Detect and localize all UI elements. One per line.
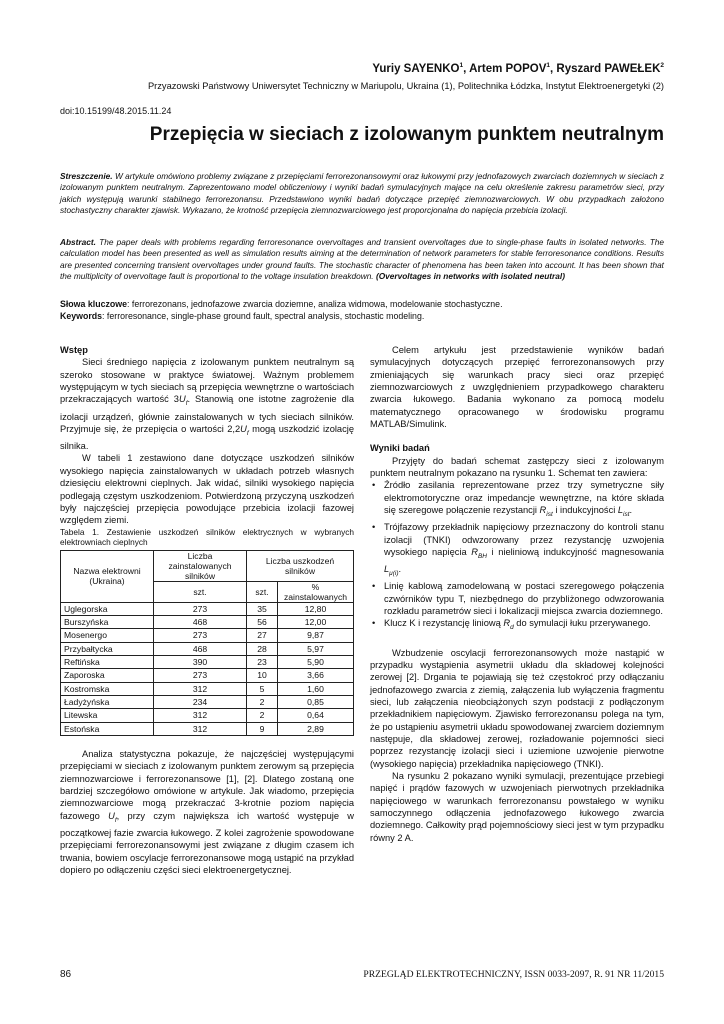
- symbol: R: [471, 547, 478, 558]
- author-list: Yuriy SAYENKO$^1$, Artem POPOV$^1$, Ryszard PAWEŁEK$^2$: [372, 62, 664, 75]
- keywords-english-label: Keywords: [60, 311, 103, 321]
- list-item: • Linię kablową zamodelowaną w postaci szeregowego połączenia czwórników typu T, niezbędnego do przybliżonego odwzorowania rozkładu parametrów sieci i lokalizacji miejsca zwarcia doziemnego.: [370, 580, 664, 617]
- abstract-polish-text: W artykule omówiono problemy związane z przepięciami ferrorezonansowymi oraz łukowymi przy jednofazowych zwarciach doziemnych w sieciach z izolowanym punktem neutralnym. Zaprezentowano model obliczeniowy i wyniki badań symulacyjnych mające na celu określenie zakresu parametrów sieci, przy jakich występują warunki stabilnego ferrorezonansu. Przedstawiono wyniki badań dotyczące przepięć ziemnozwarciowych. W obu przypadkach założono stochastyczny charakter zjawisk. Wykazano, że krotność przepięcia ziemnozwarciowego jest proporcjonalna do napięcia przebicia izolacji.: [60, 171, 664, 215]
- abstract-english-text: The paper deals with problems regarding ferroresonance overvoltages and transient overvoltages due to single-phase faults in isolated networks. The calculation model has been presented as well as simulation results aiming at the determination of network parameters for stable ferroresonance conditions. Results are presented concerning transient overvoltages under ground faults. The stochastic character of phenomena has been taken into account. It has been shown that the multiplicity of overvoltage fault is proportional to the voltage insulation breakdown.: [60, 237, 664, 281]
- paragraph: [60, 748, 354, 876]
- keywords-english: [60, 310, 664, 322]
- list-item-text: do symulacji łuku przerywanego.: [513, 618, 651, 629]
- table-cell: 312: [154, 709, 247, 722]
- abstract-english-title: (Overvoltages in networks with isolated neutral): [375, 270, 565, 281]
- doi: doi:10.15199/48.2015.11.24: [60, 106, 172, 116]
- author-name: Yuriy SAYENKO: [372, 62, 460, 75]
- paragraph: [60, 356, 354, 452]
- table-cell: 5,97: [278, 642, 354, 655]
- table-cell: 23: [247, 655, 278, 668]
- table-cell: 2,89: [278, 722, 354, 735]
- paragraph-text: , przy czym największa ich wartość występuje w początkowej fazie zwarcia łukowego. Z kolei zagrożenie spowodowane przepięciami ferrorezonansowymi jest związane z długim czasem ich trwania, bowiem oscylacje ferrorezonansowe mogą ustąpić na przykład dopiero po odłączeniu części sieci elektroenergetycznej.: [60, 810, 355, 875]
- table-row: [61, 602, 354, 615]
- affiliation: Przyazowski Państwowy Uniwersytet Techniczny w Mariupolu, Ukraina (1), Politechnika Łódzka, Instytut Elektroenergetyki (2): [147, 81, 664, 91]
- author-name: Ryszard PAWEŁEK: [556, 62, 661, 75]
- paragraph: Na rysunku 2 pokazano wyniki symulacji, prezentujące przebiegi napięć i prądów fazowych w uzwojeniach pierwotnych przekładnika napięciowego w warunkach ferrorezonansu powstałego w wyniku samoczynnego odłączenia jednofazowego łukowego zwarcia doziemnego. Całkowity prąd pojemnościowy sieci jest w tym przypadku równy 2 A.: [370, 771, 664, 843]
- table-row: [61, 615, 354, 628]
- paragraph: W tabeli 1 zestawiono dane dotyczące uszkodzeń silników wysokiego napięcia zainstalowanych w układach potrzeb własnych dziesięciu elektrowni cieplnych. Jak widać, silniki wysokiego napięcia podlegają częstym uszkodzeniom. Potwierdzoną przyczyną uszkodzeń były najczęściej przepięcia powodujące przebicia izolacji fazowej względem ziemi.: [60, 453, 354, 526]
- symbol: R: [539, 505, 547, 516]
- table-row: [61, 682, 354, 695]
- symbol-u: U: [108, 810, 115, 821]
- table-row: [61, 722, 354, 735]
- table-cell: 9: [247, 722, 278, 735]
- paragraph-text: Sieci średniego napięcia z izolowanym punktem neutralnym są szeroko stosowane w praktyce światowej. Ważnym problemem występującym w tych sieciach są przepięcia wewnętrzne o wartościach przekraczających wartość 3: [60, 357, 354, 405]
- table-row: [61, 669, 354, 682]
- author-affiliation-mark: 1: [546, 62, 551, 69]
- author-affiliation-mark: 1: [459, 62, 464, 69]
- table-cell: 390: [154, 655, 247, 668]
- symbol-sub: ist: [623, 510, 630, 518]
- table-cell: 56: [247, 615, 278, 628]
- table-caption: Tabela 1. Zestawienie uszkodzeń silników elektrycznych w wybranych elektrowniach cieplnych: [60, 526, 354, 548]
- author-affiliation-mark: 2: [660, 62, 664, 69]
- keywords-polish-label: Słowa kluczowe: [60, 299, 127, 309]
- journal-footer: PRZEGLĄD ELEKTROTECHNICZNY, ISSN 0033-2097, R. 91 NR 11/2015: [363, 969, 664, 980]
- table-row: [61, 709, 354, 722]
- paragraph-text: mogą uszkodzić izolację silnika.: [60, 423, 354, 452]
- table-cell: Estońska: [61, 722, 154, 735]
- table-cell: 1,60: [278, 682, 354, 695]
- table-cell: 273: [154, 669, 247, 682]
- table-cell: Przybałtycka: [61, 642, 154, 655]
- table-cell: 27: [247, 629, 278, 642]
- symbol-u: U: [178, 394, 186, 405]
- table-row: [61, 629, 354, 642]
- symbol-u: U: [240, 423, 247, 434]
- list-item: [370, 479, 664, 521]
- table-cell: 234: [154, 695, 247, 708]
- table-cell: 312: [154, 682, 247, 695]
- table-cell: Litewska: [61, 709, 154, 722]
- list-item-text: Klucz K i rezystancję liniową: [384, 618, 504, 629]
- table-cell: Ładyżyńska: [61, 695, 154, 708]
- table-cell: 10: [247, 669, 278, 682]
- table-cell: 3,66: [278, 669, 354, 682]
- table-cell: Mosenergo: [61, 629, 154, 642]
- table-row: [61, 642, 354, 655]
- data-table: [60, 550, 354, 736]
- symbol: R: [503, 618, 511, 629]
- table-cell: 12,80: [278, 602, 354, 615]
- paragraph-text: Analiza statystyczna pokazuje, że najczęściej występującymi przepięciami w sieciach z izolowanym punktem zerowym są przepięcia ziemnozwarciowe i ferrorezonansowe [1], [2]. Dlatego zostaną one bardziej szczegółowo omówione w artykule. Jak wiadomo, przepięcia ziemnozwarciowe mogą przekraczać 3-krotnie poziom napięcia fazowego: [60, 748, 354, 821]
- table-cell: 5: [247, 682, 278, 695]
- bullet-list: [370, 479, 664, 634]
- symbol: L: [617, 505, 624, 516]
- abstract-polish: [60, 171, 664, 216]
- table-header-failures: Liczba uszkodzeń silników: [247, 550, 354, 581]
- table-row: [61, 655, 354, 668]
- section-heading-intro: Wstęp: [60, 345, 88, 355]
- table-cell: Kostromska: [61, 682, 154, 695]
- table-cell: 0,85: [278, 695, 354, 708]
- right-column: [370, 344, 664, 844]
- paragraph: Wzbudzenie oscylacji ferrorezonansowych może nastąpić w przypadku wystąpienia asymetrii układu dla składowej kolejności zerowej [2]. Drgania te pojawiają się też częstokroć przy odłączaniu jednofazowego zwarcia z ziemią, załączenia lub wyłączenia fragmentu sieci, lub załączenia nieobciążonych szyn podstacji z podłączonym przekładnikiem napięciowym. Zjawisko ferrorezonansu polega na tym, że po ustąpieniu asymetrii układu spowodowanej zwarciem doziemnym następuje, dla składowej zerowej, rozładowanie pojemności sieci poprzez rezystancję izolacji sieci i uziemione uzwojenie pierwotne (wysokiego napięcia) przekładnika napięciowego (TNKI).: [370, 647, 664, 769]
- table-cell: 273: [154, 629, 247, 642]
- list-item-text: i indukcyjności: [552, 505, 618, 516]
- table-cell: 0,64: [278, 709, 354, 722]
- symbol-sub: ist: [546, 510, 553, 518]
- list-item-text: .: [629, 505, 633, 516]
- table-cell: 2: [247, 709, 278, 722]
- symbol-sub: BH: [477, 552, 487, 560]
- keywords-english-text: : ferroresonance, single-phase ground fault, spectral analysis, stochastic modeling.: [102, 311, 425, 321]
- symbol-sub: d: [510, 624, 514, 632]
- page-number: 86: [60, 969, 72, 980]
- paragraph-text: . Stanowią one istotne zagrożenie dla izolacji urządzeń, głównie zainstalowanych w tych sieciach silników. Przyjmuje się, że przepięcia o wartości 2,2: [60, 394, 354, 434]
- symbol-sub: f: [246, 429, 249, 437]
- table-row: [61, 695, 354, 708]
- symbol: L: [384, 564, 390, 575]
- table-cell: 28: [247, 642, 278, 655]
- list-item-text: Trójfazowy przekładnik napięciowy przeznaczony do kontroli stanu izolacji (TNKI) odwzorowany przez rezystancję uzwojenia wysokiego napięcia: [384, 522, 664, 558]
- table-header-plant: Nazwa elektrowni (Ukraina): [61, 550, 154, 602]
- author-name: Artem POPOV: [469, 62, 547, 75]
- list-item-text: .: [398, 564, 402, 575]
- paragraph: Przyjęty do badań schemat zastępczy sieci z izolowanym punktem neutralnym pokazano na rysunku 1. Schemat ten zawiera:: [370, 455, 664, 479]
- abstract-english-label: Abstract.: [60, 237, 96, 247]
- keywords-polish-text: : ferrorezonans, jednofazowe zwarcia doziemne, analiza widmowa, modelowanie stochastyczne.: [126, 299, 503, 309]
- table-cell: Zaporoska: [61, 669, 154, 682]
- table-subheader: % zainstalowanych: [278, 581, 354, 602]
- table-cell: 273: [154, 602, 247, 615]
- table-cell: 312: [154, 722, 247, 735]
- table-cell: 9,87: [278, 629, 354, 642]
- symbol-sub: f: [114, 816, 117, 824]
- section-heading-results: Wyniki badań: [370, 443, 430, 454]
- table-subheader: szt.: [154, 581, 247, 602]
- symbol-sub: μ(i): [389, 570, 399, 578]
- table-cell: 5,90: [278, 655, 354, 668]
- table-cell: Burszyńska: [61, 615, 154, 628]
- table-cell: Uglegorska: [61, 602, 154, 615]
- table-cell: 2: [247, 695, 278, 708]
- list-item: [370, 521, 664, 580]
- table-cell: 35: [247, 602, 278, 615]
- table-cell: 12,00: [278, 615, 354, 628]
- list-item-text: Źródło zasilania reprezentowane przez trzy symetryczne siły elektromotoryczne oraz impedancje wewnętrzne, na które składa się szeregowe połączenie rezystancji: [384, 480, 664, 516]
- symbol-sub: f: [185, 400, 188, 408]
- table-cell: Reftińska: [61, 655, 154, 668]
- abstract-english: [60, 237, 664, 282]
- table-subheader: szt.: [247, 581, 278, 602]
- list-item: [370, 617, 664, 634]
- table-cell: 468: [154, 615, 247, 628]
- table-cell: 468: [154, 642, 247, 655]
- paper-title: Przepięcia w sieciach z izolowanym punktem neutralnym: [149, 124, 664, 145]
- list-item-text: i nieliniową indukcyjność magnesowania: [486, 547, 664, 558]
- abstract-polish-label: Streszczenie.: [60, 171, 113, 181]
- table-header-installed: Liczba zainstalowanych silników: [154, 550, 247, 581]
- paragraph: Celem artykułu jest przedstawienie wyników badań symulacyjnych dotyczących przepięć ferrorezonansowych przy zmieniających się warunkach pracy sieci oraz przepięć ziemnozwarciowych z uwzględnieniem przypadkowego charakteru zwarcia łukowego. Badania wykonano za pomocą modelu matematycznego opracowanego w środowisku programu MATLAB/Simulink.: [370, 345, 664, 430]
- keywords-polish: [60, 298, 664, 310]
- left-column: [60, 344, 354, 876]
